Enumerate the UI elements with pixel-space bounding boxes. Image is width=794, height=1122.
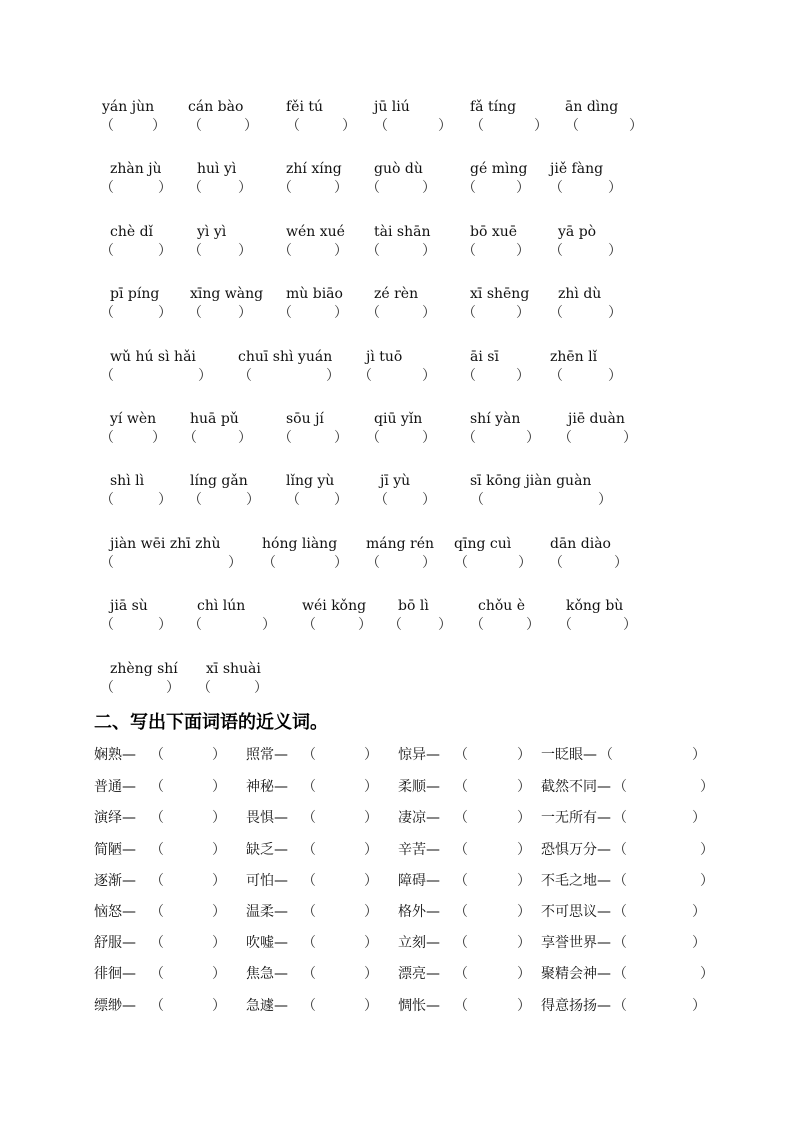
answer-bracket-open[interactable]: （ — [613, 935, 627, 951]
answer-bracket-open[interactable]: （ — [302, 810, 316, 826]
answer-bracket-close: ） — [517, 904, 531, 920]
synonym-word: 焦急— — [246, 966, 288, 982]
synonym-word: 惊异— — [398, 747, 440, 763]
answer-bracket-open[interactable]: （ — [454, 998, 468, 1014]
answer-bracket-open[interactable]: （ — [150, 935, 164, 951]
pinyin-prompt: zhí xíng — [286, 161, 342, 177]
synonym-word: 障碍— — [398, 873, 440, 889]
pinyin-prompt: máng rén — [366, 536, 435, 552]
answer-bracket-open[interactable]: （ — [150, 998, 164, 1014]
answer-bracket-close: ） — [364, 747, 378, 763]
answer-bracket-close: ） — [517, 747, 531, 763]
answer-bracket-close: ） — [212, 935, 226, 951]
synonym-word: 徘徊— — [94, 966, 136, 982]
synonym-item — [541, 871, 714, 891]
synonym-item — [94, 808, 252, 828]
answer-bracket-close: ） — [517, 966, 531, 982]
synonym-word: 缺乏— — [246, 842, 288, 858]
answer-bracket-close: ） — [692, 998, 706, 1014]
pinyin-prompt: zhàn jù — [110, 161, 162, 177]
answer-bracket-close: ） — [517, 842, 531, 858]
answer-bracket-open[interactable]: （ — [302, 966, 316, 982]
worksheet-page: yán jùn （ ） cán bào （ ） fěi tú （ ） jū liú （ ） fǎ tíng （ ） ān dìng （ ） zhàn jù （ ） huì yì （ ） zhí xíng （ ） guò dù （ ） gé mìng （ ） jiě fàng （ ） chè dǐ （ ） yì yì （ ） wén xué （ ） tài shān （ ） bō xuē （ ） yā pò （ ） pī píng （ ） xīng wàng （ ） mù biāo （ ） zé rèn （ ） xī shēng （ ） zhì dù （ ） wǔ hú sì hǎi （ ） chuī shì yuán （ ） jì tuō （ ） āi sī （ ） zhēn lǐ （ ） yí wèn （ ） huā pǔ （ ） sōu jí （ ） qiū yǐn （ ） shí yàn （ ） jiē duàn （ ） shì lì （ ） líng gǎn （ ） lǐng yù （ ） jī yù （ ） sī kōng jiàn guàn （ ） jiàn wēi zhī zhù （ ） hóng liàng （ ） máng rén （ ） qīng cuì （ ） dān diào （ ） jiā sù （ ） chì lún （ ） wéi kǒng （ ） bō lì （ ） chǒu è （ ） kǒng bù （ ） zhèng shí （ ） xī shuài （ ） 二、写出下面词语的近义词。 娴熟— （ ） 照常— （ ） 惊异— （ ） 一眨眼— （ ） 普通— （ ） 神秘— （ ） 柔顺— （ ） 截然不同— （ ） 演绎— （ ） 畏惧— （ ） 凄凉— （ ） 一无所有— （ ） 简陋— （ ） 缺乏— （ ） 辛苦— （ ） 恐惧万分— （ ） 逐渐— （ ） 可怕— （ ） 障碍— （ ） 不毛之地— （ ） 恼怒— （ ） 温柔— （ ） 格外— （ ） 不可思议— （ ） 舒服— （ ） 吹嘘— （ ） 立刻— （ ） 享誉世界— （ ） 徘徊— （ ） 焦急— （ ） 漂亮— （ ） 聚精会神— （ ） 缥缈— （ ） 急遽— （ ） 惆怅— （ ） 得意扬扬— （ ） — [94, 99, 714, 1014]
pinyin-prompt: chè dǐ — [110, 224, 154, 240]
synonym-word: 急遽— — [246, 998, 288, 1014]
answer-bracket-open[interactable]: （ — [454, 779, 468, 795]
answer-bracket-open[interactable]: （ — [302, 747, 316, 763]
pinyin-prompt: chuī shì yuán — [238, 349, 333, 365]
answer-bracket-open[interactable]: （ — [150, 873, 164, 889]
pinyin-prompt: chì lún — [197, 598, 246, 614]
synonym-word: 一眨眼— — [541, 747, 597, 763]
answer-bracket-close: ） — [364, 904, 378, 920]
answer-bracket-close: ） — [364, 873, 378, 889]
synonym-word: 得意扬扬— — [541, 998, 611, 1014]
answer-bracket-close: ） — [517, 998, 531, 1014]
pinyin-prompt: xīng wàng — [190, 286, 264, 302]
answer-bracket-open[interactable]: （ — [150, 966, 164, 982]
pinyin-prompt: dān diào — [550, 536, 611, 552]
synonym-item — [246, 902, 404, 922]
answer-bracket-close: ） — [517, 779, 531, 795]
pinyin-prompt: wéi kǒng — [302, 598, 367, 614]
answer-bracket-open[interactable]: （ — [454, 873, 468, 889]
pinyin-prompt: shì lì — [110, 473, 145, 489]
pinyin-prompt: jiā sù — [110, 598, 148, 614]
answer-bracket-close: ） — [212, 747, 226, 763]
synonym-item — [398, 871, 556, 891]
pinyin-prompt: sōu jí — [286, 411, 324, 427]
pinyin-prompt: bō xuē — [470, 224, 518, 240]
synonym-word: 吹嘘— — [246, 935, 288, 951]
synonym-item — [94, 745, 252, 765]
synonym-item — [246, 808, 404, 828]
synonym-item — [94, 996, 252, 1016]
answer-bracket-open[interactable]: （ — [599, 747, 613, 763]
synonym-item — [94, 871, 252, 891]
answer-bracket-open[interactable]: （ — [150, 810, 164, 826]
synonym-item — [541, 840, 714, 860]
pinyin-prompt: qiū yǐn — [374, 411, 423, 427]
pinyin-prompt: zé rèn — [374, 286, 419, 302]
answer-bracket-close: ） — [212, 966, 226, 982]
synonym-item — [398, 745, 556, 765]
answer-bracket-open[interactable]: （ — [454, 810, 468, 826]
synonym-word: 柔顺— — [398, 779, 440, 795]
pinyin-prompt: zhèng shí — [110, 661, 178, 677]
answer-bracket-open[interactable]: （ — [613, 998, 627, 1014]
pinyin-prompt: jì tuō — [366, 349, 403, 365]
answer-bracket-close: ） — [700, 966, 714, 982]
synonym-word: 逐渐— — [94, 873, 136, 889]
synonym-item — [94, 777, 252, 797]
synonym-word: 演绎— — [94, 810, 136, 826]
synonym-word: 惆怅— — [398, 998, 440, 1014]
answer-bracket-close: ） — [212, 810, 226, 826]
answer-bracket-open[interactable]: （ — [150, 904, 164, 920]
answer-bracket-open[interactable]: （ — [302, 935, 316, 951]
pinyin-prompt: jiàn wēi zhī zhù — [110, 536, 221, 552]
answer-bracket-close: ） — [364, 998, 378, 1014]
pinyin-prompt: fǎ tíng — [470, 99, 517, 115]
pinyin-prompt: huì yì — [197, 161, 237, 177]
pinyin-prompt: huā pǔ — [190, 411, 239, 427]
synonym-word: 神秘— — [246, 779, 288, 795]
synonym-word: 截然不同— — [541, 779, 611, 795]
pinyin-prompt: jiě fàng — [550, 161, 604, 177]
answer-bracket-close: ） — [692, 904, 706, 920]
synonym-item — [541, 964, 714, 984]
synonym-word: 舒服— — [94, 935, 136, 951]
synonym-item — [94, 933, 252, 953]
synonym-item — [398, 777, 556, 797]
answer-bracket-close: ） — [364, 935, 378, 951]
answer-bracket-open[interactable]: （ — [150, 842, 164, 858]
pinyin-prompt: jī yù — [380, 473, 411, 489]
synonym-item — [541, 933, 706, 953]
answer-bracket-close: ） — [364, 842, 378, 858]
synonym-word: 可怕— — [246, 873, 288, 889]
pinyin-prompt: tài shān — [374, 224, 431, 240]
answer-bracket-open[interactable]: （ — [302, 904, 316, 920]
answer-bracket-open[interactable]: （ — [613, 904, 627, 920]
pinyin-prompt: yí wèn — [110, 411, 157, 427]
answer-bracket-close: ） — [212, 842, 226, 858]
answer-bracket-open[interactable]: （ — [150, 747, 164, 763]
synonym-word: 享誉世界— — [541, 935, 611, 951]
synonym-item — [246, 996, 404, 1016]
pinyin-prompt: āi sī — [470, 349, 499, 365]
pinyin-prompt: qīng cuì — [454, 536, 512, 552]
pinyin-prompt: wǔ hú sì hǎi — [110, 349, 196, 365]
synonym-word: 恐惧万分— — [541, 842, 611, 858]
answer-bracket-close: ） — [517, 810, 531, 826]
synonym-word: 格外— — [398, 904, 440, 920]
synonym-item — [94, 902, 252, 922]
synonym-word: 畏惧— — [246, 810, 288, 826]
synonym-item — [246, 871, 404, 891]
synonym-word: 温柔— — [246, 904, 288, 920]
answer-bracket-close: ） — [517, 873, 531, 889]
answer-bracket-close: ） — [364, 810, 378, 826]
pinyin-prompt: zhēn lǐ — [550, 349, 598, 365]
answer-bracket-open[interactable]: （ — [613, 966, 627, 982]
answer-bracket-open[interactable]: （ — [613, 842, 627, 858]
synonym-word: 娴熟— — [94, 747, 136, 763]
synonym-word: 恼怒— — [94, 904, 136, 920]
pinyin-prompt: líng gǎn — [190, 473, 248, 489]
pinyin-prompt: yán jùn — [102, 99, 155, 115]
answer-bracket-open[interactable]: （ — [613, 873, 627, 889]
pinyin-prompt: sī kōng jiàn guàn — [470, 473, 592, 489]
pinyin-prompt: ān dìng — [565, 99, 619, 115]
pinyin-prompt: gé mìng — [470, 161, 528, 177]
answer-bracket-open[interactable]: （ — [454, 747, 468, 763]
synonym-word: 简陋— — [94, 842, 136, 858]
pinyin-prompt: xī shuài — [206, 661, 261, 677]
answer-bracket-close: ） — [517, 935, 531, 951]
answer-bracket-close: ） — [700, 873, 714, 889]
pinyin-prompt: wén xué — [286, 224, 345, 240]
synonym-item — [246, 745, 404, 765]
synonym-item — [246, 933, 404, 953]
answer-bracket-open[interactable]: （ — [454, 842, 468, 858]
pinyin-prompt: bō lì — [398, 598, 429, 614]
pinyin-prompt: chǒu è — [478, 598, 526, 614]
synonym-item — [398, 933, 556, 953]
answer-bracket-close: ） — [692, 935, 706, 951]
answer-bracket-open[interactable]: （ — [150, 779, 164, 795]
answer-bracket-open[interactable]: （ — [302, 998, 316, 1014]
answer-bracket-close: ） — [692, 747, 706, 763]
synonym-item — [541, 902, 706, 922]
answer-bracket-open[interactable]: （ — [302, 779, 316, 795]
answer-bracket-close: ） — [364, 966, 378, 982]
pinyin-prompt: yā pò — [558, 224, 597, 240]
synonym-item — [246, 840, 404, 860]
synonym-word: 立刻— — [398, 935, 440, 951]
pinyin-prompt: kǒng bù — [566, 598, 624, 614]
pinyin-prompt: hóng liàng — [262, 536, 338, 552]
answer-bracket-open[interactable]: （ — [613, 779, 627, 795]
synonym-item — [541, 808, 706, 828]
pinyin-prompt: zhì dù — [558, 286, 602, 302]
synonym-item — [94, 964, 252, 984]
answer-bracket-open[interactable]: （ — [302, 873, 316, 889]
synonym-word: 一无所有— — [541, 810, 611, 826]
pinyin-prompt: cán bào — [188, 99, 244, 115]
pinyin-prompt: pī píng — [110, 286, 160, 302]
pinyin-prompt: jiē duàn — [568, 411, 625, 427]
answer-bracket-open[interactable]: （ — [454, 935, 468, 951]
answer-bracket-open[interactable]: （ — [454, 966, 468, 982]
answer-bracket-close: ） — [212, 998, 226, 1014]
synonym-item — [246, 964, 404, 984]
pinyin-prompt: fěi tú — [286, 99, 324, 115]
answer-bracket-close: ） — [692, 810, 706, 826]
section-two-title: 二、写出下面词语的近义词。 — [94, 712, 328, 733]
pinyin-prompt: jū liú — [374, 99, 410, 115]
answer-bracket-close: ） — [212, 904, 226, 920]
synonym-item — [541, 777, 714, 797]
synonym-word: 聚精会神— — [541, 966, 611, 982]
answer-bracket-close: ） — [212, 873, 226, 889]
synonym-item — [541, 996, 706, 1016]
pinyin-prompt: shí yàn — [470, 411, 521, 427]
answer-bracket-close: ） — [700, 842, 714, 858]
synonym-word: 照常— — [246, 747, 288, 763]
synonym-item — [398, 808, 556, 828]
pinyin-prompt: mù biāo — [286, 286, 343, 302]
answer-bracket-close: ） — [700, 779, 714, 795]
synonym-item — [398, 964, 556, 984]
synonym-item — [398, 996, 556, 1016]
synonym-word: 凄凉— — [398, 810, 440, 826]
synonym-item — [246, 777, 404, 797]
synonym-word: 普通— — [94, 779, 136, 795]
synonym-item — [398, 902, 556, 922]
answer-bracket-close: ） — [212, 779, 226, 795]
pinyin-prompt: lǐng yù — [286, 473, 335, 489]
answer-bracket-close: ） — [364, 779, 378, 795]
synonym-word: 不可思议— — [541, 904, 611, 920]
pinyin-prompt: xī shēng — [470, 286, 530, 302]
pinyin-prompt: yì yì — [197, 224, 227, 240]
answer-bracket-open[interactable]: （ — [613, 810, 627, 826]
answer-bracket-open[interactable]: （ — [454, 904, 468, 920]
pinyin-prompt: guò dù — [374, 161, 423, 177]
synonym-word: 漂亮— — [398, 966, 440, 982]
synonym-item — [94, 840, 252, 860]
synonym-word: 不毛之地— — [541, 873, 611, 889]
synonym-item — [541, 745, 706, 765]
synonym-item — [398, 840, 556, 860]
synonym-word: 辛苦— — [398, 842, 440, 858]
answer-bracket-open[interactable]: （ — [302, 842, 316, 858]
synonym-word: 缥缈— — [94, 998, 136, 1014]
